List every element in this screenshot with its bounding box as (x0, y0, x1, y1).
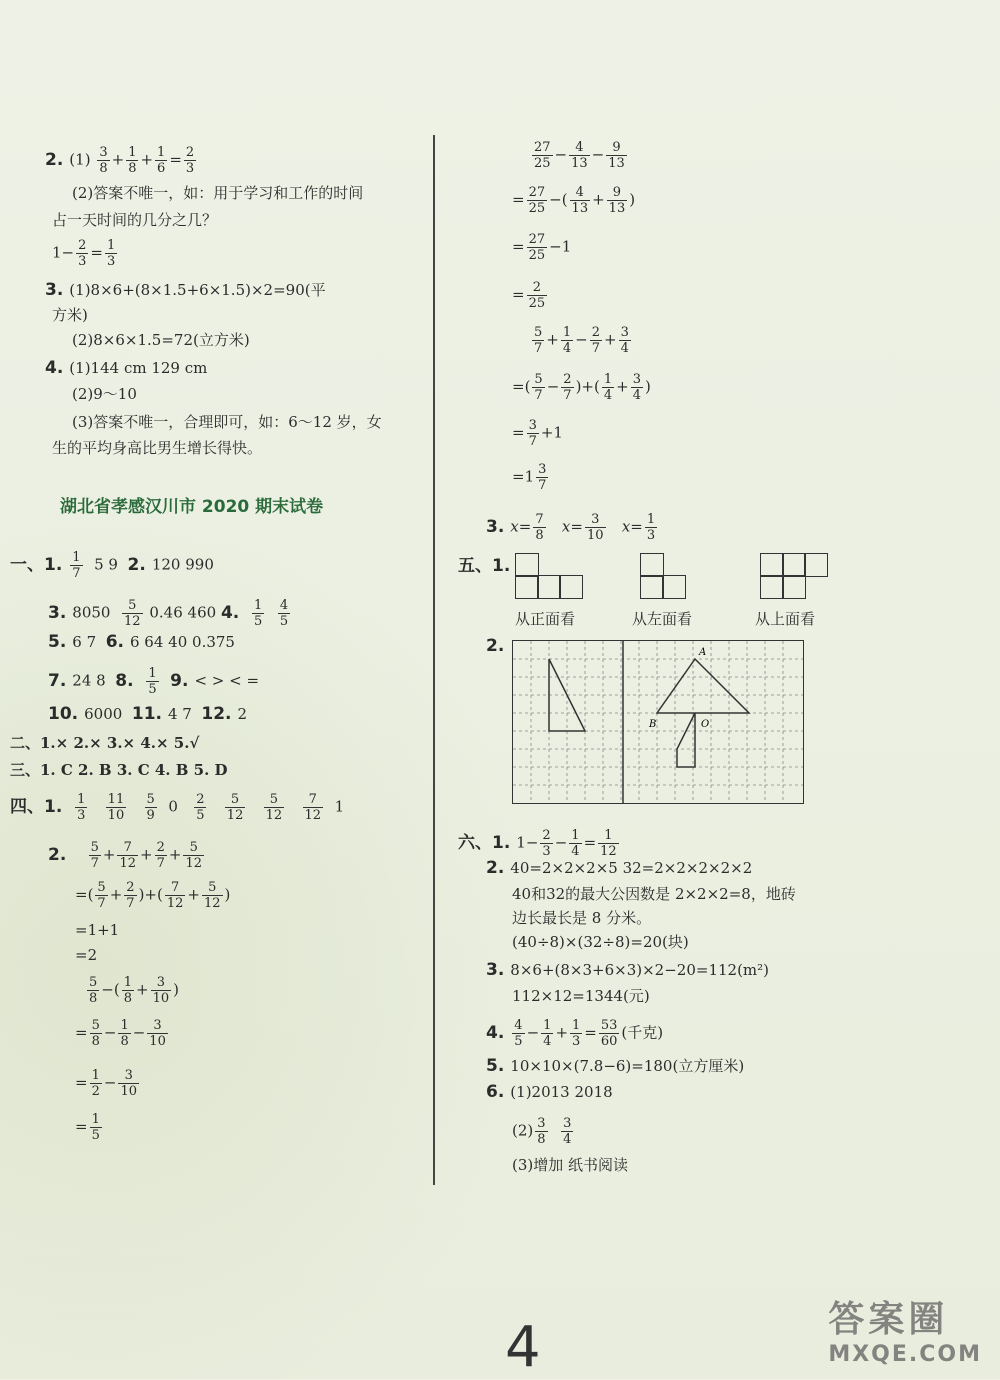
left-q4-3a: (3)答案不唯一，合理即可，如：6～12 岁，女 (72, 413, 382, 431)
liu-q1: 六、1. 1− $\frac{2}{3}$ − $\frac{1}{4}$ = $\frac{1}{12}$ (458, 828, 617, 859)
label-front: 从正面看 (515, 610, 576, 628)
liu-q2c: 边长最长是 8 分米。 (512, 909, 652, 927)
left-q3-1: 3. (1)8×6+(8×1.5+6×1.5)×2=90(平 (45, 280, 326, 300)
si-q2-step3: =2 (75, 946, 98, 964)
right-e1: = $\frac{27}{25}$ −( $\frac{4}{13}$ + $\frac{9}{13}$ ) (512, 185, 636, 216)
grid-diagram (512, 640, 804, 804)
si-q2-expr: 2. $\frac{5}{7}$ + $\frac{7}{12}$ + $\frac{2}{7}$ + $\frac{5}{12}$ (48, 840, 202, 871)
right-e7: =1 $\frac{3}{7}$ (512, 462, 547, 493)
right-e3: = $\frac{2}{25}$ (512, 280, 546, 311)
left-q2-2a: (2)答案不唯一，如：用于学习和工作的时间 (72, 184, 364, 202)
grid-label-b: B (649, 719, 657, 730)
si-q2b-expr: $\frac{5}{8}$ −( $\frac{1}{8}$ + $\frac{3}{10}$ ) (89, 975, 179, 1006)
liu-q6-2: (2) $\frac{3}{8}$ $\frac{3}{4}$ (512, 1116, 572, 1147)
view-front (515, 553, 590, 601)
liu-q2b: 40和32的最大公因数是 2×2×2=8，地砖 (512, 885, 796, 903)
column-divider (433, 135, 435, 1185)
wu-q2: 2. (486, 636, 505, 656)
label-left: 从左面看 (632, 610, 693, 628)
yi-row1: 一、1. $\frac{1}{7}$ 5 9 2. 120 990 (10, 550, 214, 581)
yi-row3: 5. 6 7 6. 6 64 40 0.375 (48, 632, 235, 652)
right-e2: = $\frac{27}{25}$ −1 (512, 232, 572, 263)
liu-q2a: 2. 40=2×2×2×5 32=2×2×2×2×2 (486, 858, 753, 878)
liu-q3b: 112×12=1344(元) (512, 987, 650, 1005)
liu-q4: 4. $\frac{4}{5}$ − $\frac{1}{4}$ + $\frac{1}{3}$ = $\frac{53}{60}$ (千克) (486, 1018, 664, 1049)
si-row1: 四、1. $\frac{1}{3}$ $\frac{11}{10}$ $\frac{5}{9}$ 0 $\frac{2}{5}$ $\frac{5}{12}$ $\frac{5}{12}$ $\frac{7}{12}$ 1 (10, 792, 345, 823)
left-q3-2: (2)8×6×1.5=72(立方米) (72, 331, 250, 349)
liu-q6-3: (3)增加 纸书阅读 (512, 1156, 629, 1174)
yi-row5: 10. 6000 11. 4 7 12. 2 (48, 704, 248, 724)
san-row: 三、1. C 2. B 3. C 4. B 5. D (10, 761, 228, 779)
si-q2-step2: =1+1 (75, 921, 120, 939)
liu-q3a: 3. 8×6+(8×3+6×3)×2−20=112(m²) (486, 960, 770, 980)
label-top: 从上面看 (755, 610, 816, 628)
si-q2b-step2: = $\frac{1}{2}$ − $\frac{3}{10}$ (75, 1068, 137, 1099)
page-number: 4 (505, 1315, 541, 1380)
right-e6: = $\frac{3}{7}$ +1 (512, 418, 563, 449)
right-e0: $\frac{27}{25}$ − $\frac{4}{13}$ − $\frac{9}{13}$ (534, 140, 625, 171)
er-row: 二、1.× 2.× 3.× 4.× 5.√ (10, 734, 200, 752)
wu-label: 五、1. (458, 556, 511, 576)
left-q4-3b: 生的平均身高比男生增长得快。 (52, 439, 263, 457)
liu-q2d: (40÷8)×(32÷8)=20(块) (512, 933, 689, 951)
left-q4-1: 4. (1)144 cm 129 cm (45, 358, 208, 378)
liu-q5: 5. 10×10×(7.8−6)=180(立方厘米) (486, 1056, 745, 1076)
yi-row2: 3. 8050 $\frac{5}{12}$ 0.46 460 4. $\frac{1}{5}$ $\frac{4}{5}$ (48, 598, 289, 629)
view-left (640, 553, 690, 601)
right-e4: $\frac{5}{7}$ + $\frac{1}{4}$ − $\frac{2}{7}$ + $\frac{3}{4}$ (534, 325, 629, 356)
yi-row4: 7. 24 8 8. $\frac{1}{5}$ 9. < > < = (48, 666, 260, 697)
view-top (760, 553, 835, 601)
watermark-site: MXQE.COM (828, 1342, 982, 1367)
left-q2-1: 2. (1) $\frac{3}{8}$ + $\frac{1}{8}$ + $\frac{1}{6}$ = $\frac{2}{3}$ (45, 145, 195, 176)
liu-q6-1: 6. (1)2013 2018 (486, 1082, 613, 1102)
left-q2-2b: 占一天时间的几分之几？ (52, 211, 218, 229)
left-q4-2: (2)9～10 (72, 385, 137, 403)
watermark-brand: 答案圈 (828, 1299, 949, 1340)
section-title: 湖北省孝感汉川市 2020 期末试卷 (60, 497, 324, 517)
grid-label-o: O (701, 719, 710, 730)
grid-label-a: A (699, 647, 707, 658)
right-q3: 3. x= $\frac{7}{8}$ x= $\frac{3}{10}$ x= $\frac{1}{3}$ (486, 512, 656, 543)
si-q2b-step3: = $\frac{1}{5}$ (75, 1112, 100, 1143)
si-q2b-step1: = $\frac{5}{8}$ − $\frac{1}{8}$ − $\frac{3}{10}$ (75, 1018, 166, 1049)
si-q2-step1: =( $\frac{5}{7}$ + $\frac{2}{7}$ )+( $\frac{7}{12}$ + $\frac{5}{12}$ ) (75, 880, 231, 911)
watermark (828, 1291, 982, 1367)
left-q2-2c: 1− $\frac{2}{3}$ = $\frac{1}{3}$ (52, 238, 116, 269)
left-q3-1b: 方米) (52, 306, 88, 324)
right-e5: =( $\frac{5}{7}$ − $\frac{2}{7}$ )+( $\frac{1}{4}$ + $\frac{3}{4}$ ) (512, 372, 651, 403)
